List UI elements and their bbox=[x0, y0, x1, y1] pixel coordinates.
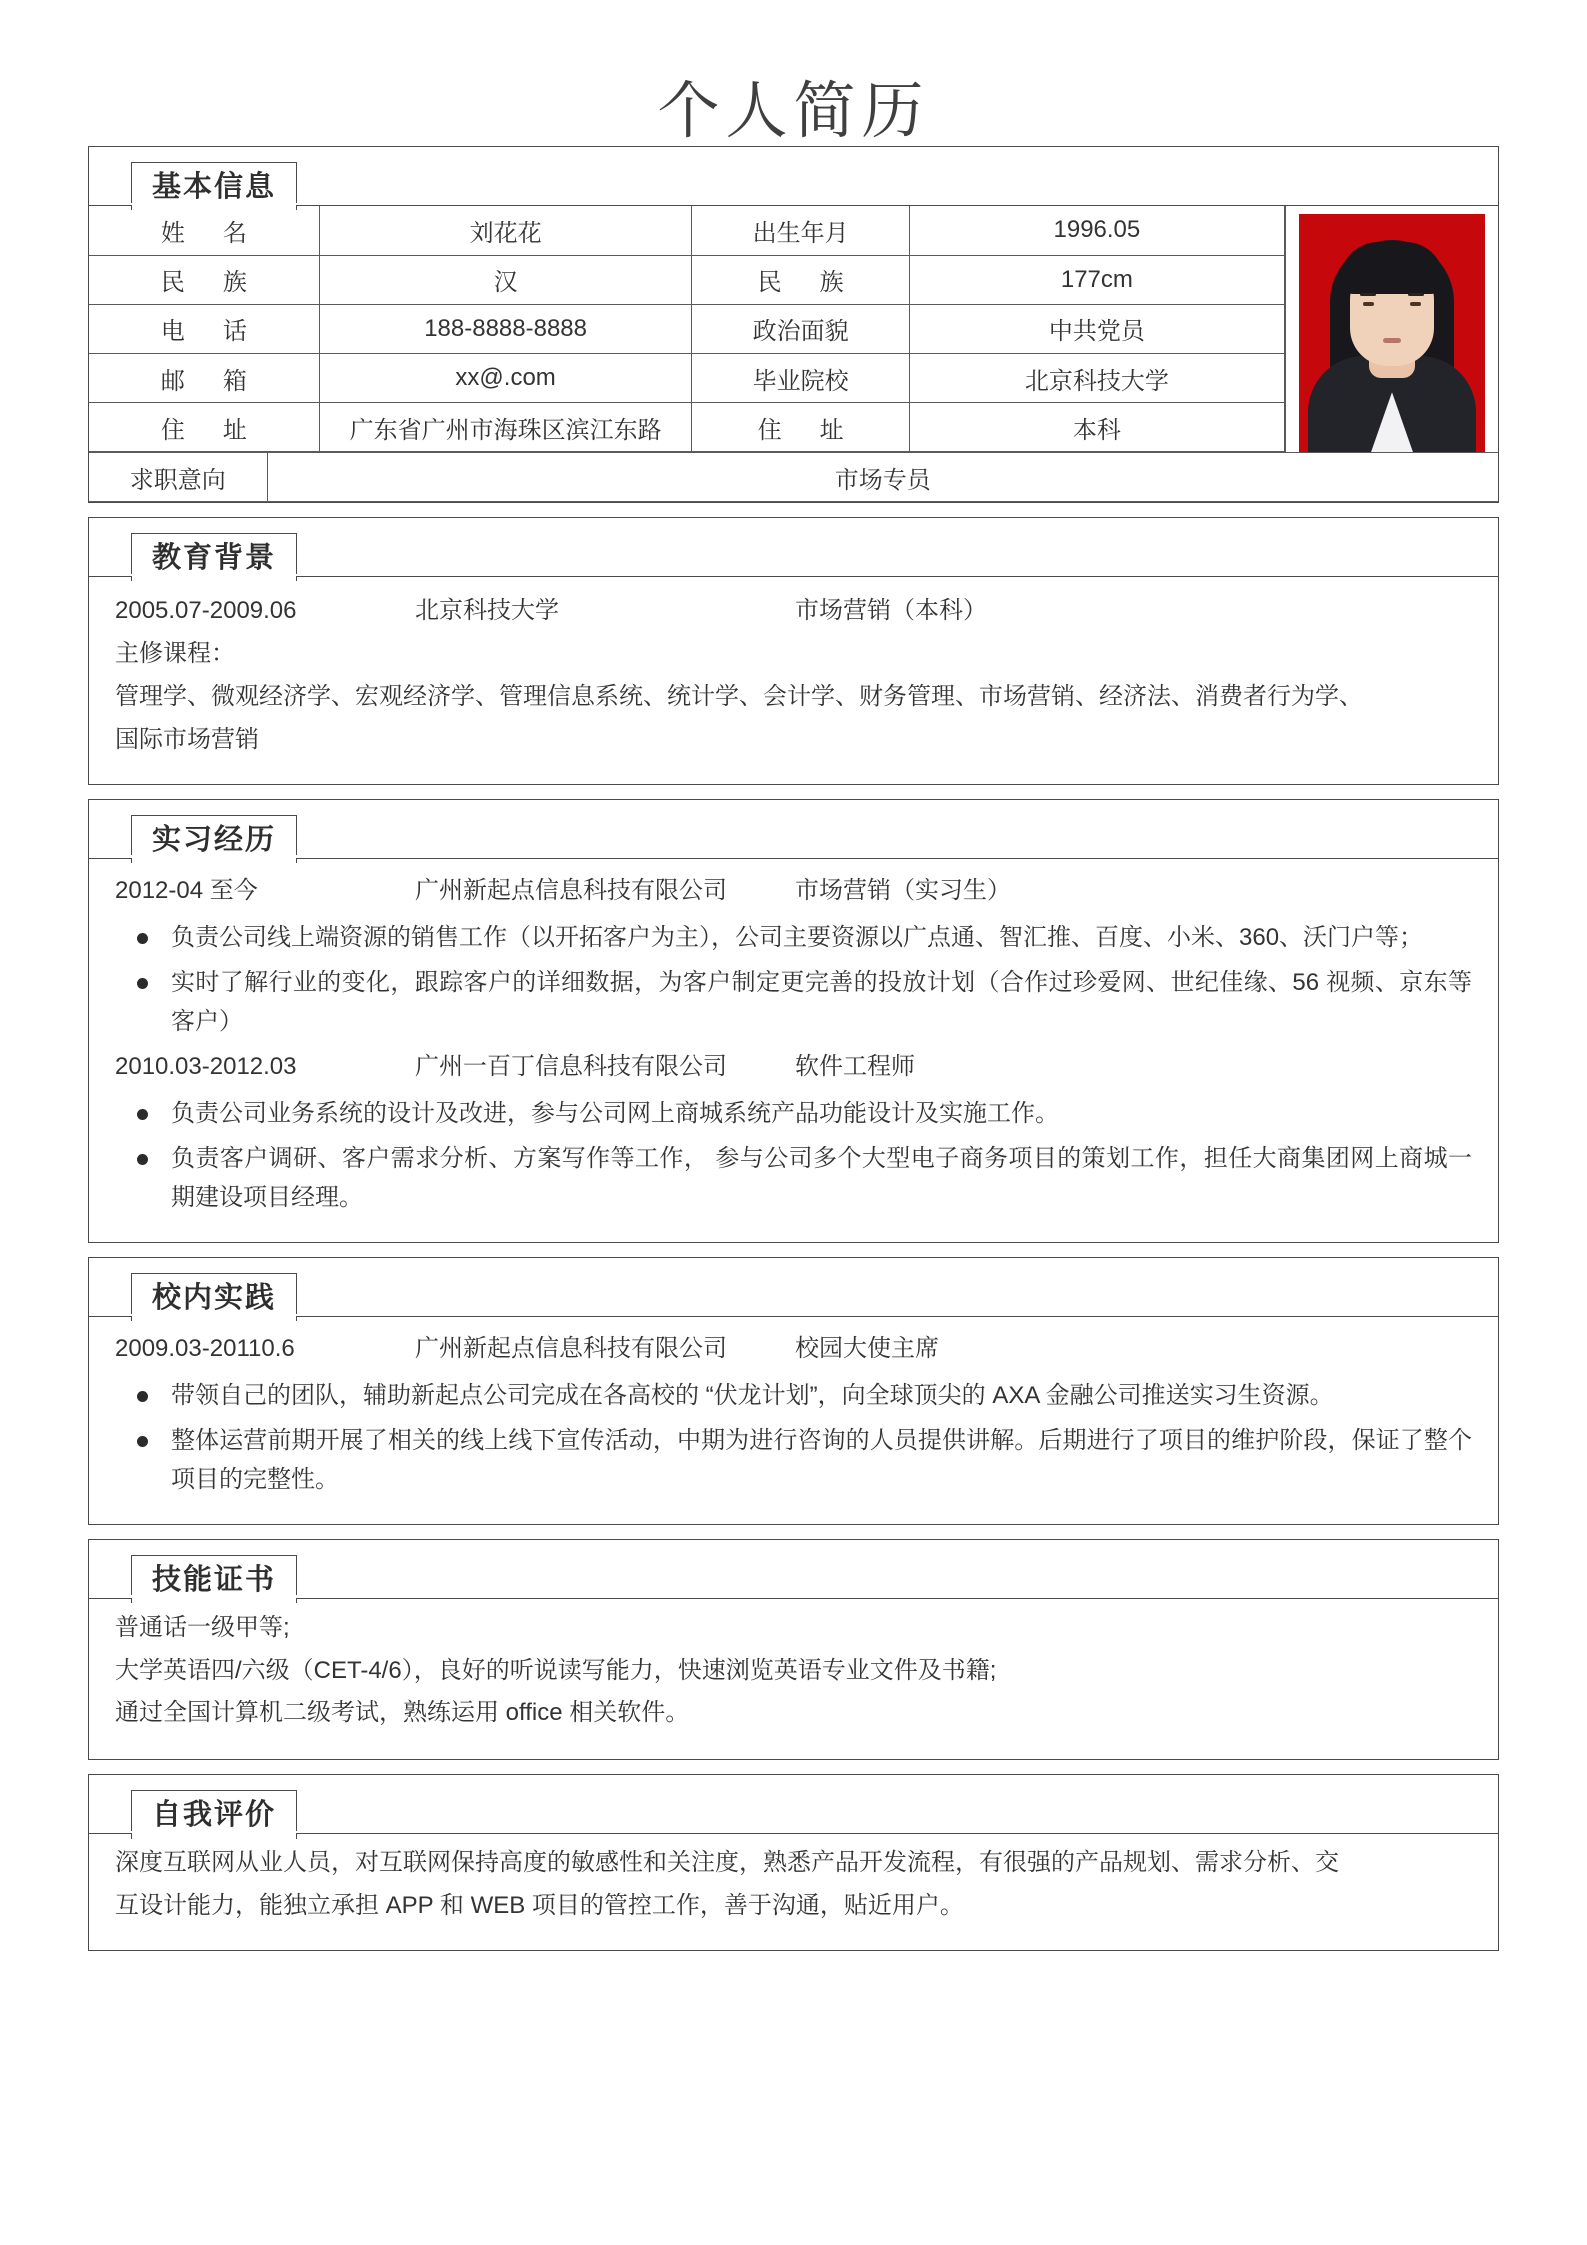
list-item: 带领自己的团队，辅助新起点公司完成在各高校的 “伏龙计划”，向全球顶尖的 AXA 金融公司推送实习生资源。 bbox=[115, 1377, 1472, 1416]
job-intent-table bbox=[89, 452, 1498, 502]
cell-value-email: xx@.com bbox=[319, 353, 692, 402]
portrait-eye-right bbox=[1410, 302, 1421, 306]
portrait-mouth bbox=[1383, 338, 1401, 343]
internship-company-1: 广州新起点信息科技有限公司 bbox=[415, 876, 727, 904]
section-header-internship bbox=[89, 800, 1498, 858]
internship-entry-header-1 bbox=[115, 867, 1472, 913]
list-item: 实时了解行业的变化，跟踪客户的详细数据，为客户制定更完善的投放计划（合作过珍爱网、世纪佳缘、56 视频、京东等客户） bbox=[115, 964, 1472, 1042]
cell-label-height: 民族 bbox=[692, 255, 909, 304]
section-basic-info bbox=[88, 146, 1499, 503]
photo-cell bbox=[1285, 206, 1498, 452]
cell-value-political: 中共党员 bbox=[909, 304, 1284, 353]
cell-label-birth: 出生年月 bbox=[692, 206, 909, 255]
section-body-internship bbox=[89, 858, 1498, 1242]
cell-label-school: 毕业院校 bbox=[692, 353, 909, 402]
education-courses-line-1: 管理学、微观经济学、宏观经济学、管理信息系统、统计学、会计学、财务管理、市场营销、经济法、消费者行为学、 bbox=[115, 683, 1363, 711]
section-tab-label-self: 自我评价 bbox=[131, 1790, 297, 1838]
resume-body bbox=[88, 146, 1499, 1951]
table-row bbox=[89, 206, 1285, 255]
skill-line-3: 通过全国计算机二级考试，熟练运用 office 相关软件。 bbox=[115, 1699, 690, 1727]
table-row bbox=[89, 304, 1285, 353]
education-courses-line-2: 国际市场营销 bbox=[115, 725, 259, 753]
education-major: 市场营销（本科） bbox=[795, 597, 987, 625]
section-header-education bbox=[89, 518, 1498, 576]
portrait-eye-left bbox=[1363, 302, 1374, 306]
cell-label-political: 政治面貌 bbox=[692, 304, 909, 353]
section-header-self bbox=[89, 1775, 1498, 1833]
internship-bullets-2 bbox=[115, 1095, 1472, 1218]
section-internship bbox=[88, 799, 1499, 1243]
internship-date-2: 2010.03-2012.03 bbox=[115, 1053, 297, 1081]
section-header-campus bbox=[89, 1258, 1498, 1316]
list-item: 负责客户调研、客户需求分析、方案写作等工作， 参与公司多个大型电子商务项目的策划工作，担任大商集团网上商城一期建设项目经理。 bbox=[115, 1140, 1472, 1218]
avatar bbox=[1299, 214, 1485, 452]
internship-company-2: 广州一百丁信息科技有限公司 bbox=[415, 1053, 727, 1081]
cell-value-phone: 188-8888-8888 bbox=[319, 304, 692, 353]
cell-value-birth: 1996.05 bbox=[909, 206, 1284, 255]
cell-label-email: 邮箱 bbox=[89, 353, 319, 402]
page-title: 个人简历 bbox=[657, 77, 930, 146]
self-eval-line-1: 深度互联网从业人员，对互联网保持高度的敏感性和关注度，熟悉产品开发流程，有很强的产品规划、需求分析、交 bbox=[115, 1849, 1339, 1877]
table-row bbox=[89, 403, 1285, 452]
internship-bullets-1 bbox=[115, 919, 1472, 1042]
list-item: 负责公司线上端资源的销售工作（以开拓客户为主），公司主要资源以广点通、智汇推、百度、小米、360、沃门户等； bbox=[115, 919, 1472, 958]
internship-entry-header-2 bbox=[115, 1043, 1472, 1089]
portrait-hair-front bbox=[1340, 242, 1444, 294]
portrait-eyebrow-right bbox=[1408, 293, 1424, 296]
portrait-eyebrow-left bbox=[1360, 293, 1376, 296]
basic-info-table-wrapper bbox=[89, 205, 1498, 452]
section-body-campus bbox=[89, 1316, 1498, 1524]
cell-value-job-intent: 市场专员 bbox=[267, 453, 1498, 502]
campus-entry-header bbox=[115, 1325, 1472, 1371]
cell-label-name: 姓名 bbox=[89, 206, 319, 255]
skill-line-2: 大学英语四/六级（CET-4/6），良好的听说读写能力，快速浏览英语专业文件及书籍; bbox=[115, 1656, 997, 1684]
section-tab-label-education: 教育背景 bbox=[131, 533, 297, 581]
cell-value-school: 北京科技大学 bbox=[909, 353, 1284, 402]
section-header-basic bbox=[89, 147, 1498, 205]
cell-value-height: 177cm bbox=[909, 255, 1284, 304]
section-tab-label-internship: 实习经历 bbox=[131, 815, 297, 863]
internship-role-1: 市场营销（实习生） bbox=[795, 876, 1011, 904]
table-row bbox=[89, 353, 1285, 402]
education-entry-header bbox=[115, 587, 1472, 633]
table-row bbox=[89, 453, 1498, 502]
cell-value-ethnicity: 汉 bbox=[319, 255, 692, 304]
skill-line-1: 普通话一级甲等; bbox=[115, 1613, 290, 1641]
education-courses-label: 主修课程： bbox=[115, 640, 235, 668]
cell-value-degree: 本科 bbox=[909, 403, 1284, 452]
basic-info-table bbox=[89, 206, 1285, 452]
internship-date-1: 2012-04 至今 bbox=[115, 876, 258, 904]
campus-company: 广州新起点信息科技有限公司 bbox=[415, 1335, 727, 1363]
cell-label-job-intent: 求职意向 bbox=[89, 453, 267, 502]
section-body-skills bbox=[89, 1598, 1498, 1760]
education-date: 2005.07-2009.06 bbox=[115, 597, 297, 625]
section-tab-label-basic: 基本信息 bbox=[131, 162, 297, 210]
campus-bullets bbox=[115, 1377, 1472, 1500]
section-tab-label-campus: 校内实践 bbox=[131, 1273, 297, 1321]
cell-value-address: 广东省广州市海珠区滨江东路 bbox=[319, 403, 692, 452]
section-header-skills bbox=[89, 1540, 1498, 1598]
list-item: 负责公司业务系统的设计及改进，参与公司网上商城系统产品功能设计及实施工作。 bbox=[115, 1095, 1472, 1134]
section-skills bbox=[88, 1539, 1499, 1761]
cell-value-name: 刘花花 bbox=[319, 206, 692, 255]
campus-date: 2009.03-20110.6 bbox=[115, 1335, 295, 1363]
section-campus-practice bbox=[88, 1257, 1499, 1525]
cell-label-degree: 住址 bbox=[692, 403, 909, 452]
section-body-self bbox=[89, 1833, 1498, 1950]
self-eval-line-2: 互设计能力，能独立承担 APP 和 WEB 项目的管控工作，善于沟通，贴近用户。 bbox=[115, 1892, 964, 1920]
cell-label-phone: 电话 bbox=[89, 304, 319, 353]
cell-label-address: 住址 bbox=[89, 403, 319, 452]
list-item: 整体运营前期开展了相关的线上线下宣传活动，中期为进行咨询的人员提供讲解。后期进行了项目的维护阶段，保证了整个项目的完整性。 bbox=[115, 1422, 1472, 1500]
section-education bbox=[88, 517, 1499, 785]
cell-label-ethnicity: 民族 bbox=[89, 255, 319, 304]
education-school: 北京科技大学 bbox=[415, 597, 559, 625]
section-body-education bbox=[89, 576, 1498, 784]
table-row bbox=[89, 255, 1285, 304]
section-self-evaluation bbox=[88, 1774, 1499, 1951]
campus-role: 校园大使主席 bbox=[795, 1335, 939, 1363]
section-tab-label-skills: 技能证书 bbox=[131, 1555, 297, 1603]
internship-role-2: 软件工程师 bbox=[795, 1053, 915, 1081]
